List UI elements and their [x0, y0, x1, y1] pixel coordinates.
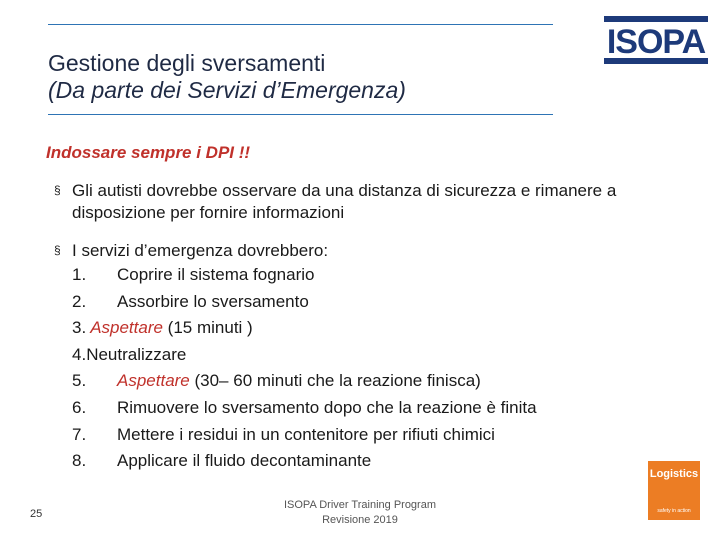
bullet-text: Gli autisti dovrebbe osservare da una distanza di sicurezza e rimanere a disposizione per fornire informazioni: [72, 181, 617, 222]
step-highlight: Aspettare: [90, 318, 163, 338]
step-text: Coprire il sistema fognario: [117, 265, 315, 284]
title-line: Gestione degli sversamenti: [48, 50, 326, 76]
step-item: [72, 262, 537, 289]
step-number: 4.: [72, 344, 87, 364]
step-item: [72, 342, 537, 369]
step-number: 3.: [72, 318, 87, 338]
step-text: Mettere i residui in un contenitore per rifiuti chimici: [117, 424, 495, 444]
step-item: [72, 395, 537, 422]
step-item: [72, 315, 537, 342]
step-item: [72, 448, 537, 475]
step-number: 7.: [72, 424, 87, 444]
top-divider: [48, 24, 553, 25]
footer: [260, 498, 460, 528]
step-number: 1.: [72, 265, 87, 284]
bullet-item: [54, 240, 634, 262]
step-text: Applicare il fluido decontaminante: [117, 451, 372, 471]
step-highlight: Aspettare: [117, 371, 190, 391]
bullet-text: I servizi d’emergenza dovrebbero:: [72, 241, 329, 260]
title-subline: (Da parte dei Servizi d’Emergenza): [48, 77, 406, 103]
step-number: 8.: [72, 451, 87, 471]
ppe-warning: Indossare sempre i DPI !!: [46, 143, 251, 162]
step-number: 2.: [72, 291, 87, 311]
logistics-label: Logistics: [649, 468, 699, 480]
bullet-marker: §: [54, 243, 61, 257]
footer-program: ISOPA Driver Training Program: [283, 499, 436, 511]
procedure-steps: [72, 262, 537, 475]
logistics-tagline: safety in action: [657, 508, 691, 514]
step-text: (15 minuti ): [162, 318, 253, 338]
slide-title: [48, 50, 588, 104]
step-text: Rimuovere lo sversamento dopo che la reazione è finita: [117, 397, 537, 417]
step-item: [72, 368, 537, 395]
step-item: [72, 422, 537, 449]
isopa-logo: [604, 16, 708, 64]
step-item: [72, 289, 537, 316]
footer-revision: Revisione 2019: [322, 514, 398, 526]
step-number: 5.: [72, 371, 87, 391]
step-text: Neutralizzare: [86, 344, 187, 364]
step-text: Assorbire lo sversamento: [117, 291, 309, 311]
step-text: (30– 60 minuti che la reazione finisca): [189, 371, 481, 391]
title-divider: [48, 114, 553, 115]
page-number: 25: [30, 508, 43, 520]
logo-wordmark: ISOPA: [606, 23, 706, 61]
logistics-logo: [648, 461, 700, 520]
bullet-marker: §: [54, 183, 61, 197]
step-number: 6.: [72, 397, 87, 417]
bullet-item: [54, 180, 634, 223]
